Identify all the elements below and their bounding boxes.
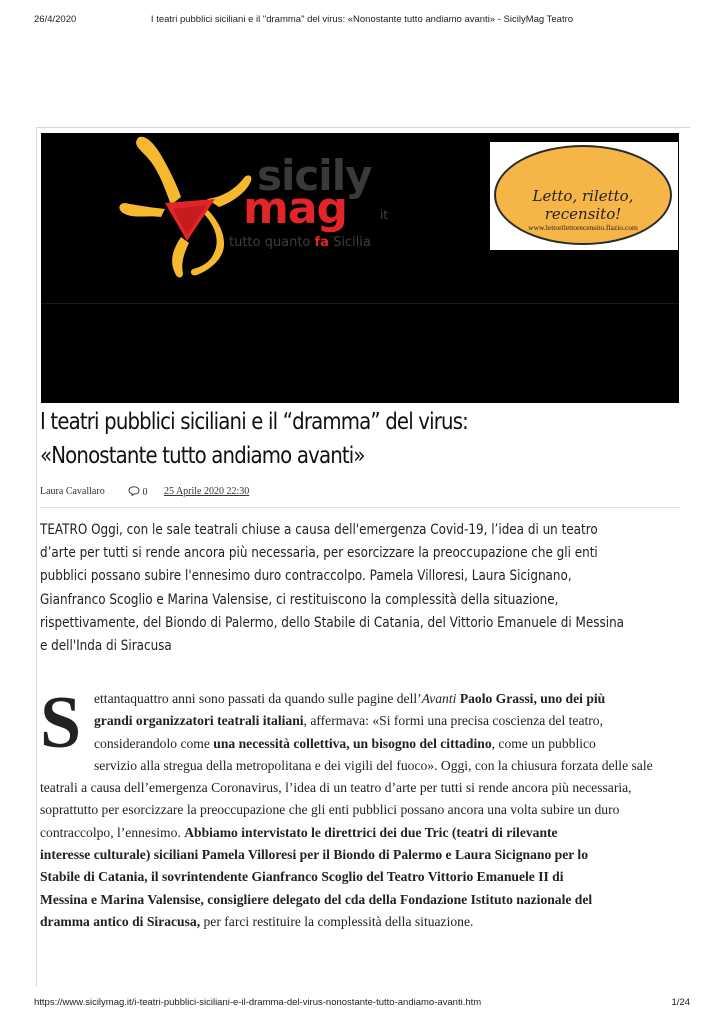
logo-tagline	[229, 235, 371, 250]
body-bold: dramma antico di Siracusa,	[40, 913, 201, 929]
body-bold: Stabile di Catania, il sovrintendente Gianfranco Scoglio del Teatro Vittorio Emanuele II di	[40, 869, 564, 885]
body-line	[40, 822, 680, 844]
body-line	[40, 911, 680, 933]
tagline-post: Sicilia	[328, 235, 371, 250]
print-page-title: I teatri pubblici siciliani e il "dramma" del virus: «Nonostante tutto andiamo avanti» - SicilyMag Teatro	[150, 14, 574, 25]
ad-banner-link[interactable]	[490, 142, 678, 250]
speech-bubble-icon	[128, 486, 140, 496]
print-url: https://www.sicilymag.it/i-teatri-pubblici-siciliani-e-il-dramma-del-virus-nonostante-tutto-andiamo-avanti.htm	[34, 997, 482, 1008]
author-link[interactable]: Laura Cavallaro	[40, 486, 105, 497]
body-bold: interesse culturale) siciliani Pamela Villoresi per il Biondo di Palermo e Laura Sicignano per lo	[40, 847, 589, 863]
body-text: per farci restituire la complessità della situazione.	[200, 913, 474, 929]
ad-title: Letto, riletto, recensito!	[532, 187, 634, 223]
tagline-pre: tutto quanto	[229, 235, 315, 250]
body-bold: Messina e Marina Valensise, consigliere delegato del cda della Fondazione Istituto nazionale del	[40, 891, 593, 907]
ad-url: www.lettorilettorecensito.flazio.com	[528, 223, 638, 232]
page-frame-left	[36, 127, 37, 987]
body-italic: Avanti	[421, 691, 457, 706]
summary-line: Gianfranco Scoglio e Marina Valensise, ci restituiscono la complessità della situazione,	[40, 591, 559, 608]
page-frame-top	[36, 127, 690, 128]
body-line	[40, 733, 680, 755]
logo-text-it: it	[380, 208, 389, 222]
article-title	[40, 404, 578, 472]
body-line: teatrali a causa dell’emergenza Coronavirus, l’idea di un teatro d’arte per tutti si rende ancora più necessaria,	[40, 780, 632, 796]
site-banner	[41, 133, 679, 403]
print-header	[34, 14, 690, 28]
trinacria-logo-icon	[111, 133, 261, 283]
tagline-fa: fa	[314, 235, 329, 250]
print-footer	[34, 997, 690, 1011]
body-text: considerandolo come	[94, 735, 214, 751]
article-body	[40, 682, 680, 933]
body-line: soprattutto per esorcizzare la preoccupazione che gli enti pubblici possano ancora una volta subire un duro	[40, 802, 620, 818]
summary-line: pubblici possano subire l'ennesimo duro contraccolpo. Pamela Villoresi, Laura Sicignano,	[40, 568, 572, 585]
logo-text-mag: mag	[243, 183, 348, 234]
body-text: , come un pubblico	[491, 735, 596, 751]
print-page-number: 1/24	[671, 997, 690, 1008]
article-title-line-1: I teatri pubblici siciliani e il “dramma” del virus:	[40, 407, 468, 435]
meta-separator	[40, 507, 680, 508]
body-bold: una necessità collettiva, un bisogno del cittadino	[213, 735, 492, 751]
article-summary	[40, 519, 679, 658]
publish-date-link[interactable]: 25 Aprile 2020 22:30	[164, 486, 250, 497]
drop-cap: S	[40, 682, 82, 764]
print-date: 26/4/2020	[34, 14, 77, 25]
body-text: ettantaquattro anni sono passati da quando sulle pagine dell’	[94, 691, 422, 706]
body-line	[40, 889, 680, 911]
summary-line: e dell'Inda di Siracusa	[40, 638, 172, 655]
body-line	[40, 866, 680, 888]
body-line	[40, 688, 680, 710]
ad-oval	[494, 145, 672, 245]
comments-link[interactable]	[128, 486, 148, 498]
article-title-line-2: «Nonostante tutto andiamo avanti»	[40, 441, 365, 469]
body-line	[40, 710, 680, 732]
body-line: servizio alla stregua della metropolitana e dei vigili del fuoco». Oggi, con la chiusura forzata delle sale	[94, 757, 653, 773]
body-text: , affermava: «Si formi una precisa coscienza del teatro,	[303, 713, 603, 729]
body-bold: Abbiamo intervistato le direttrici dei due Tric (teatri di rilevante	[184, 824, 558, 840]
body-bold: Paolo Grassi, uno dei più	[459, 691, 606, 706]
comment-count: 0	[142, 487, 148, 498]
summary-line: d’arte per tutti si rende ancora più necessaria, per esorcizzare la preoccupazione che gli enti	[40, 545, 598, 562]
summary-line: TEATRO Oggi, con le sale teatrali chiuse a causa dell'emergenza Covid-19, l’idea di un teatro	[40, 522, 598, 538]
banner-divider	[41, 303, 679, 304]
summary-line: rispettivamente, del Biondo di Palermo, dello Stabile di Catania, del Vittorio Emanuele di Messina	[40, 614, 625, 631]
body-bold: grandi organizzatori teatrali italiani	[94, 713, 304, 729]
body-text: contraccolpo, l’ennesimo.	[40, 824, 185, 840]
body-line	[40, 844, 680, 866]
logo-text-sicily: sicily	[257, 151, 372, 200]
